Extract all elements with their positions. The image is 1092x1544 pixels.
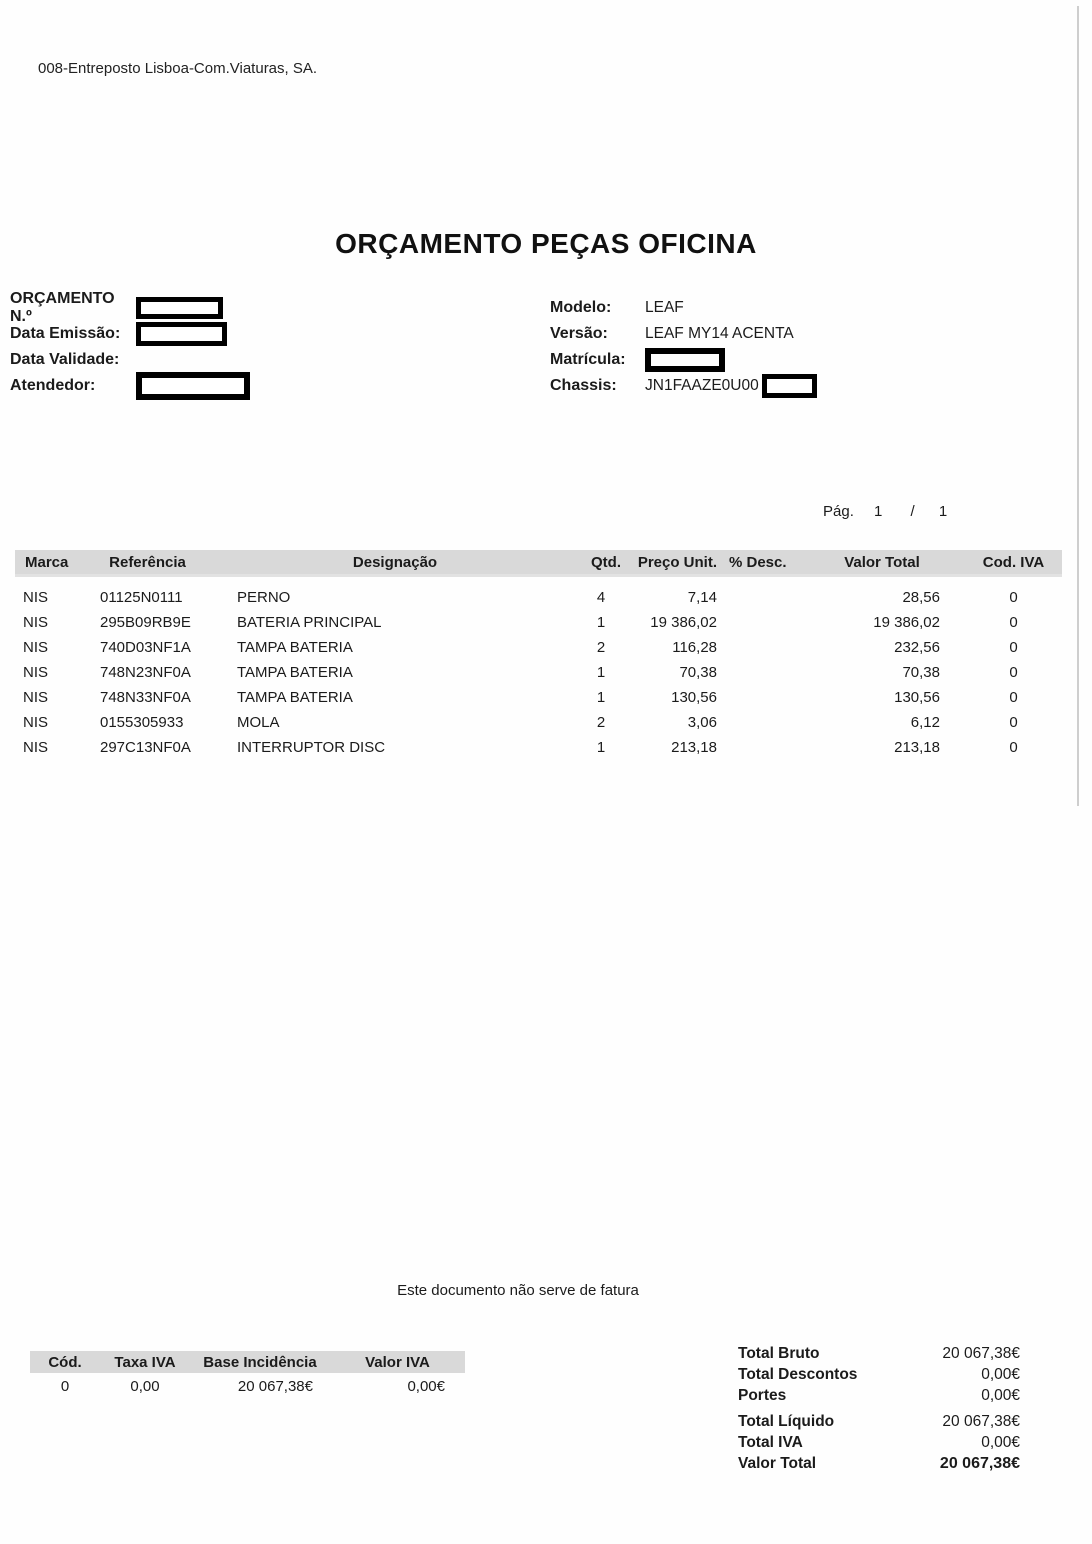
matricula-row xyxy=(550,347,817,373)
cell-marca: NIS xyxy=(23,614,49,631)
cell-marca: NIS xyxy=(23,639,49,656)
valor-total-label: Valor Total xyxy=(738,1454,817,1472)
col-header-designacao: Designação xyxy=(352,553,438,571)
iva-col-header-valor: Valor IVA xyxy=(365,1353,430,1371)
cell-marca: NIS xyxy=(23,714,49,731)
table-row xyxy=(15,585,1062,610)
versao-value: LEAF MY14 ACENTA xyxy=(645,325,794,342)
data-emissao-row xyxy=(10,321,250,347)
table-row xyxy=(15,610,1062,635)
iva-cell-valor: 0,00€ xyxy=(407,1377,445,1395)
cell-designacao: MOLA xyxy=(237,714,280,731)
cell-marca: NIS xyxy=(23,689,49,706)
cell-valor-total: 70,38 xyxy=(902,664,940,681)
cell-valor-total: 130,56 xyxy=(894,689,940,706)
valor-total-value: 20 067,38€ xyxy=(939,1454,1020,1472)
total-descontos-label: Total Descontos xyxy=(738,1366,858,1384)
chassis-row xyxy=(550,373,817,399)
total-descontos-row xyxy=(738,1365,1020,1386)
pagination-separator: / xyxy=(910,503,915,520)
iva-col-header-taxa: Taxa IVA xyxy=(114,1353,176,1371)
col-header-cod-iva: Cod. IVA xyxy=(982,553,1045,571)
cell-designacao: TAMPA BATERIA xyxy=(237,639,353,656)
data-emissao-label: Data Emissão: xyxy=(10,325,121,342)
cell-cod-iva: 0 xyxy=(1009,589,1018,606)
cell-marca: NIS xyxy=(23,589,49,606)
branch-header: 008-Entreposto Lisboa-Com.Viaturas, SA. xyxy=(38,60,318,77)
atendedor-row xyxy=(10,373,250,399)
cell-preco-unit: 116,28 xyxy=(672,639,717,656)
page-title: ORÇAMENTO PEÇAS OFICINA xyxy=(335,228,757,259)
cell-cod-iva: 0 xyxy=(1009,614,1018,631)
table-row xyxy=(15,710,1062,735)
iva-col-header-base: Base Incidência xyxy=(203,1353,317,1371)
iva-table-header xyxy=(30,1351,465,1373)
scan-edge-artifact xyxy=(1077,6,1079,806)
cell-valor-total: 19 386,02 xyxy=(873,614,940,631)
cell-designacao: INTERRUPTOR DISC xyxy=(237,739,386,756)
data-validade-label: Data Validade: xyxy=(10,351,120,368)
modelo-label: Modelo: xyxy=(550,299,612,316)
cell-qtd: 1 xyxy=(596,614,606,631)
cell-designacao: TAMPA BATERIA xyxy=(237,689,353,706)
totals-block xyxy=(738,1344,1020,1474)
atendedor-label: Atendedor: xyxy=(10,377,96,394)
cell-referencia: 748N33NF0A xyxy=(100,689,191,706)
versao-row xyxy=(550,321,817,347)
cell-preco-unit: 70,38 xyxy=(679,664,717,681)
iva-col-header-cod: Cód. xyxy=(48,1353,82,1371)
pagination-current: 1 xyxy=(874,503,883,520)
valor-total-row xyxy=(738,1453,1020,1474)
cell-qtd: 4 xyxy=(596,589,606,606)
iva-summary-table xyxy=(30,1351,465,1399)
cell-valor-total: 232,56 xyxy=(894,639,940,656)
total-iva-value: 0,00€ xyxy=(981,1434,1020,1452)
chassis-label: Chassis: xyxy=(550,377,617,394)
cell-referencia: 740D03NF1A xyxy=(100,639,191,656)
col-header-desc: % Desc. xyxy=(729,553,787,571)
total-bruto-label: Total Bruto xyxy=(738,1345,820,1363)
pagination-label: Pág. xyxy=(823,503,854,520)
portes-label: Portes xyxy=(738,1386,787,1404)
portes-value: 0,00€ xyxy=(981,1386,1020,1404)
total-liquido-row xyxy=(738,1412,1020,1433)
parts-table xyxy=(15,550,1062,760)
total-bruto-value: 20 067,38€ xyxy=(942,1345,1020,1363)
cell-valor-total: 6,12 xyxy=(910,714,940,731)
orcamento-number-label: ORÇAMENTO N.º xyxy=(10,290,115,325)
cell-preco-unit: 3,06 xyxy=(687,714,717,731)
col-header-preco-unit: Preço Unit. xyxy=(637,553,717,571)
vehicle-info-block xyxy=(550,295,817,399)
cell-qtd: 2 xyxy=(596,639,606,656)
cell-cod-iva: 0 xyxy=(1009,664,1018,681)
chassis-value: JN1FAAZE0U00 xyxy=(645,377,759,394)
cell-referencia: 748N23NF0A xyxy=(100,664,191,681)
redaction-box-orcamento-number xyxy=(136,297,223,319)
col-header-qtd: Qtd. xyxy=(591,553,621,571)
total-descontos-value: 0,00€ xyxy=(981,1366,1020,1384)
cell-qtd: 2 xyxy=(596,714,606,731)
col-header-referencia: Referência xyxy=(109,553,186,571)
orcamento-number-row xyxy=(10,290,250,325)
total-iva-row xyxy=(738,1433,1020,1454)
cell-cod-iva: 0 xyxy=(1009,689,1018,706)
redaction-box-data-emissao xyxy=(136,322,227,346)
cell-valor-total: 213,18 xyxy=(894,739,940,756)
pagination-total: 1 xyxy=(938,503,948,520)
total-bruto-row xyxy=(738,1344,1020,1365)
cell-designacao: PERNO xyxy=(237,589,291,606)
quote-info-block xyxy=(10,290,250,399)
iva-cell-taxa: 0,00 xyxy=(130,1377,160,1395)
parts-table-body xyxy=(15,585,1062,760)
redaction-box-chassis xyxy=(762,374,817,398)
iva-cell-cod: 0 xyxy=(60,1377,70,1395)
table-row xyxy=(15,660,1062,685)
cell-preco-unit: 130,56 xyxy=(671,689,717,706)
cell-cod-iva: 0 xyxy=(1009,639,1018,656)
cell-referencia: 295B09RB9E xyxy=(100,614,191,631)
cell-preco-unit: 7,14 xyxy=(687,589,717,606)
cell-preco-unit: 213,18 xyxy=(671,739,717,756)
cell-qtd: 1 xyxy=(596,664,606,681)
cell-cod-iva: 0 xyxy=(1009,739,1018,756)
data-validade-row xyxy=(10,347,250,373)
cell-valor-total: 28,56 xyxy=(902,589,940,606)
cell-referencia: 297C13NF0A xyxy=(100,739,191,756)
versao-label: Versão: xyxy=(550,325,608,342)
col-header-marca: Marca xyxy=(25,553,69,571)
cell-marca: NIS xyxy=(23,664,49,681)
col-header-valor-total: Valor Total xyxy=(844,553,920,571)
table-row xyxy=(15,685,1062,710)
disclaimer-text: Este documento não serve de fatura xyxy=(397,1282,639,1299)
portes-row xyxy=(738,1385,1020,1406)
iva-cell-base: 20 067,38€ xyxy=(237,1377,313,1395)
parts-table-header xyxy=(15,550,1062,577)
iva-table-row xyxy=(30,1373,465,1399)
cell-referencia: 01125N0111 xyxy=(100,589,183,606)
table-row xyxy=(15,735,1062,760)
matricula-label: Matrícula: xyxy=(550,351,626,368)
cell-designacao: TAMPA BATERIA xyxy=(237,664,353,681)
redaction-box-matricula xyxy=(645,348,725,372)
cell-cod-iva: 0 xyxy=(1009,714,1018,731)
cell-marca: NIS xyxy=(23,739,49,756)
cell-referencia: 0155305933 xyxy=(100,714,184,731)
total-liquido-value: 20 067,38€ xyxy=(942,1413,1020,1431)
cell-designacao: BATERIA PRINCIPAL xyxy=(237,614,382,631)
total-iva-label: Total IVA xyxy=(738,1434,803,1452)
modelo-row xyxy=(550,295,817,321)
cell-preco-unit: 19 386,02 xyxy=(650,614,717,631)
cell-qtd: 1 xyxy=(596,739,606,756)
pagination xyxy=(823,503,947,520)
redaction-box-atendedor xyxy=(136,372,250,400)
total-liquido-label: Total Líquido xyxy=(738,1413,835,1431)
table-row xyxy=(15,635,1062,660)
modelo-value: LEAF xyxy=(645,299,684,316)
cell-qtd: 1 xyxy=(596,689,606,706)
